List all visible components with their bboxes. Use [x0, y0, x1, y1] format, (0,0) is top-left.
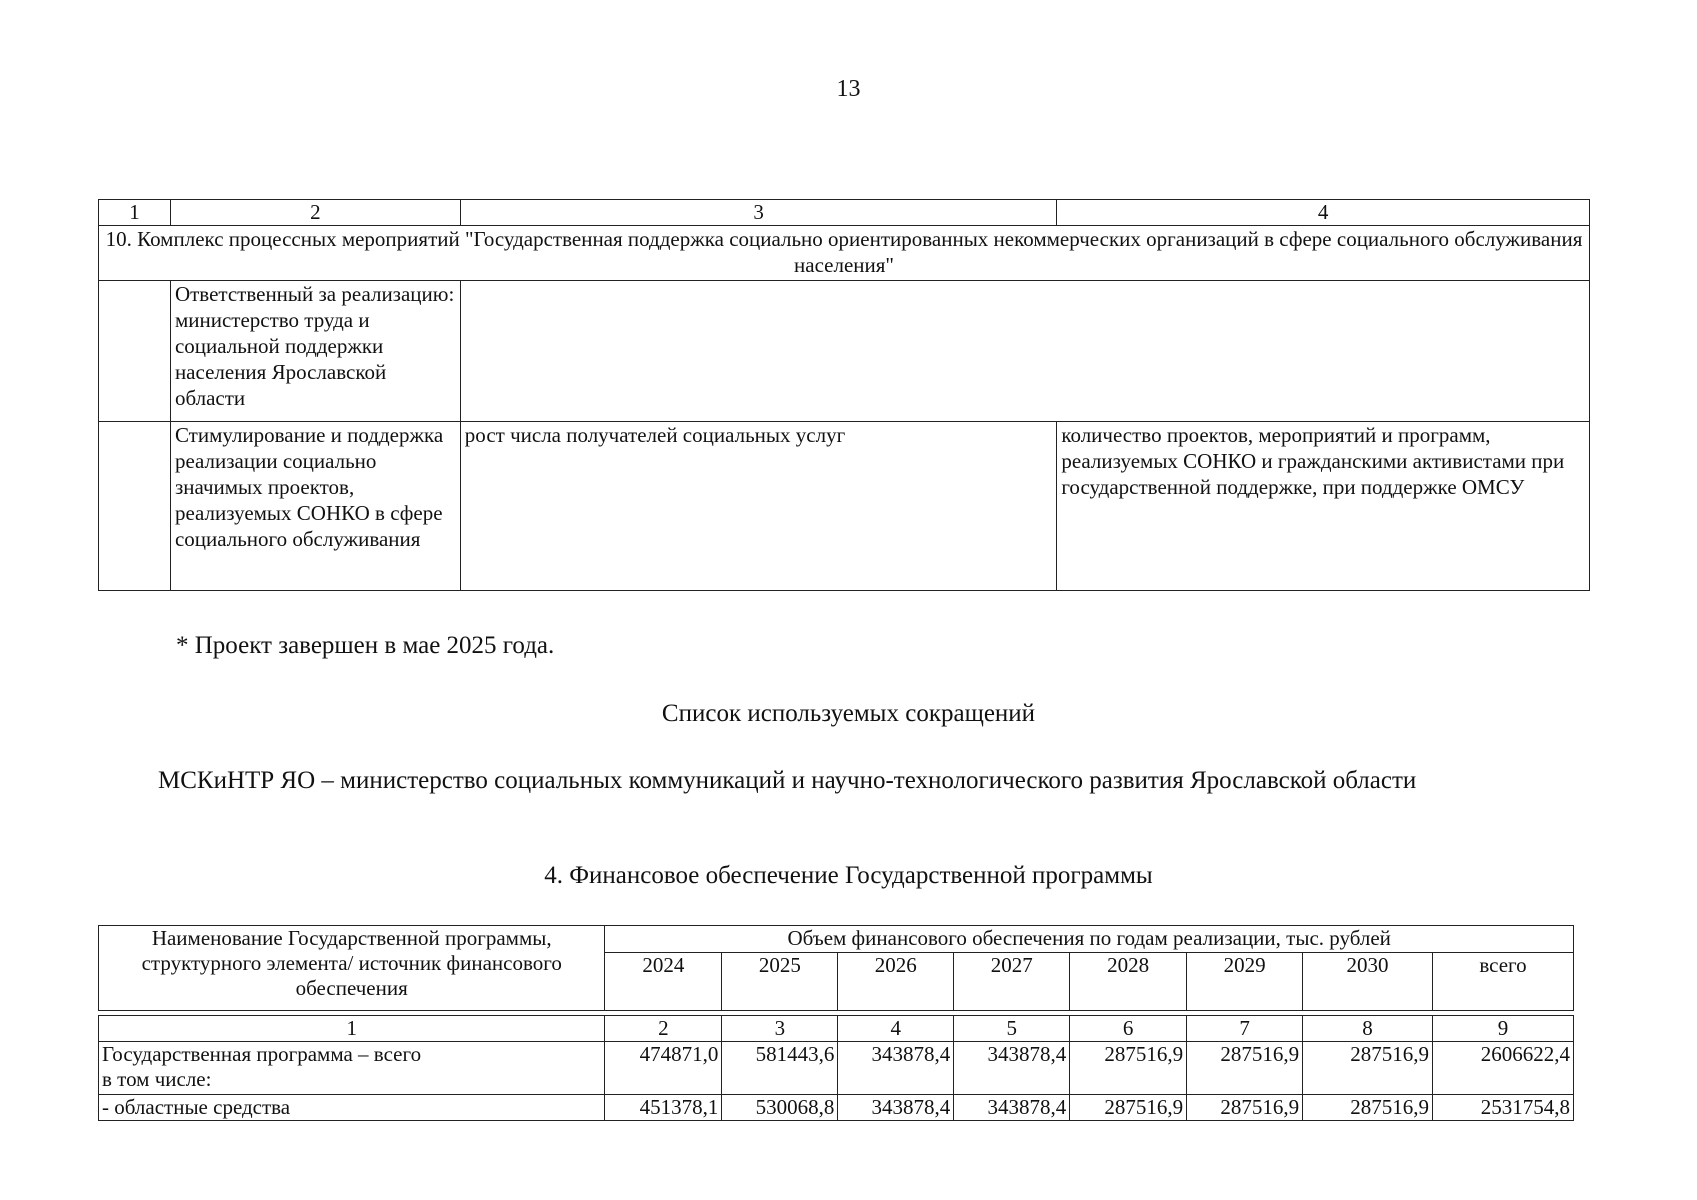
table-row	[99, 1042, 1574, 1095]
column-number: 7	[1187, 1016, 1303, 1042]
value-cell: 530068,8	[722, 1095, 838, 1121]
value-cell: 581443,6	[722, 1042, 838, 1095]
header-cell: 4	[1057, 200, 1590, 226]
column-number: 1	[99, 1016, 605, 1042]
finance-table	[98, 925, 1574, 1121]
year-header: 2027	[954, 952, 1070, 1010]
total-header: всего	[1432, 952, 1573, 1010]
value-cell: 2606622,4	[1432, 1042, 1573, 1095]
section-title: 10. Комплекс процессных мероприятий "Государственная поддержка социально ориентированных некоммерческих организаций в сфере социального обслуживания населения"	[99, 226, 1590, 281]
year-header: 2024	[605, 952, 722, 1010]
year-header: 2026	[838, 952, 954, 1010]
table-header-row	[99, 200, 1590, 226]
abbreviation-item: МСКиНТР ЯО – министерство социальных коммуникаций и научно-технологического развития Ярославской области	[158, 767, 1417, 794]
section-row	[99, 226, 1590, 281]
value-cell: 287516,9	[1303, 1042, 1433, 1095]
year-header: 2025	[722, 952, 838, 1010]
page-number: 13	[836, 76, 861, 102]
year-header: 2028	[1070, 952, 1187, 1010]
header-cell: 1	[99, 200, 171, 226]
row-name-line: Государственная программа – всего	[102, 1042, 422, 1066]
year-header: 2030	[1303, 952, 1433, 1010]
responsible-cell: Ответственный за реализацию: министерство труда и социальной поддержки населения Ярославской области	[170, 281, 460, 422]
value-cell: 287516,9	[1187, 1042, 1303, 1095]
row-name: - областные средства	[99, 1095, 605, 1121]
table-row	[99, 1095, 1574, 1121]
value-cell: 343878,4	[838, 1042, 954, 1095]
value-cell: 287516,9	[1303, 1095, 1433, 1121]
empty-cell	[99, 281, 171, 422]
column-numbers-row	[99, 1016, 1574, 1042]
value-cell: 343878,4	[954, 1042, 1070, 1095]
volume-header: Объем финансового обеспечения по годам реализации, тыс. рублей	[605, 926, 1574, 953]
row-name-line: в том числе:	[102, 1067, 212, 1091]
value-cell: 343878,4	[838, 1095, 954, 1121]
empty-cell	[99, 422, 171, 591]
column-number: 3	[722, 1016, 838, 1042]
column-number: 5	[954, 1016, 1070, 1042]
header-cell: 3	[460, 200, 1057, 226]
finance-title: 4. Финансовое обеспечение Государственной программы	[544, 862, 1153, 889]
value-cell: 287516,9	[1070, 1042, 1187, 1095]
column-number: 2	[605, 1016, 722, 1042]
task-effect-cell: рост числа получателей социальных услуг	[460, 422, 1057, 591]
value-cell: 2531754,8	[1432, 1095, 1573, 1121]
task-name-cell: Стимулирование и поддержка реализации социально значимых проектов, реализуемых СОНКО в сфере социального обслуживания	[170, 422, 460, 591]
activities-table	[98, 199, 1590, 591]
table-row	[99, 281, 1590, 422]
column-number: 4	[838, 1016, 954, 1042]
row-name	[99, 1042, 605, 1095]
year-header: 2029	[1187, 952, 1303, 1010]
empty-cell	[460, 281, 1589, 422]
table-row	[99, 422, 1590, 591]
value-cell: 451378,1	[605, 1095, 722, 1121]
task-indicator-cell: количество проектов, мероприятий и программ, реализуемых СОНКО и гражданскими активистами при государственной поддержке, при поддержке ОМСУ	[1057, 422, 1590, 591]
name-header: Наименование Государственной программы, структурного элемента/ источник финансового обеспечения	[99, 926, 605, 1011]
finance-header-row	[99, 926, 1574, 953]
footnote: * Проект завершен в мае 2025 года.	[176, 632, 555, 659]
column-number: 6	[1070, 1016, 1187, 1042]
value-cell: 343878,4	[954, 1095, 1070, 1121]
value-cell: 287516,9	[1070, 1095, 1187, 1121]
column-number: 9	[1432, 1016, 1573, 1042]
value-cell: 474871,0	[605, 1042, 722, 1095]
column-number: 8	[1303, 1016, 1433, 1042]
header-cell: 2	[170, 200, 460, 226]
abbreviations-title: Список используемых сокращений	[661, 700, 1036, 727]
value-cell: 287516,9	[1187, 1095, 1303, 1121]
